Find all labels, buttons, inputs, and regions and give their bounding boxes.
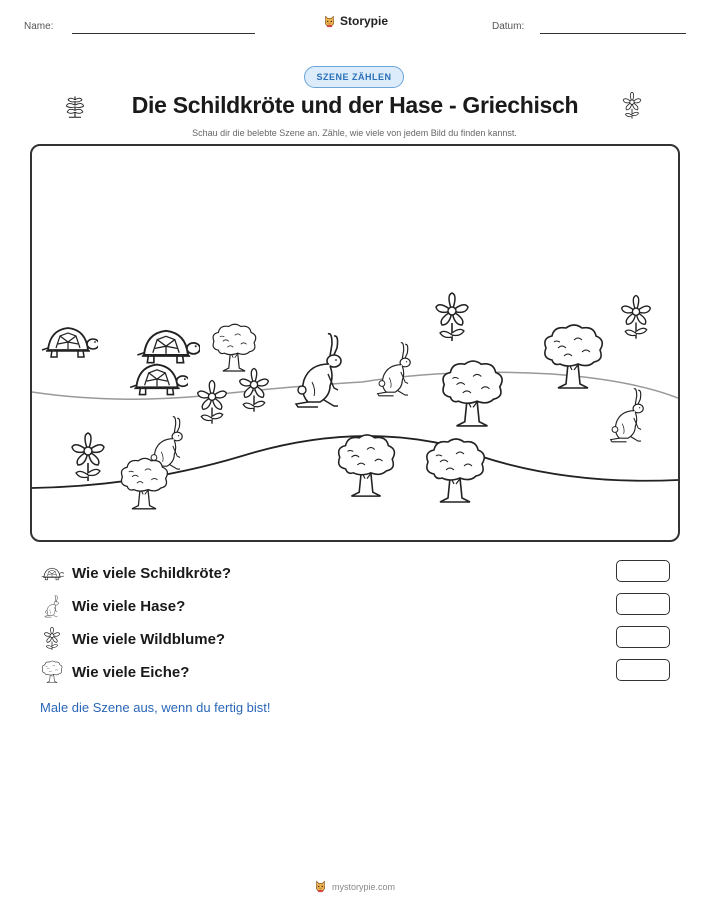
- tortoise: [137, 331, 200, 363]
- brand-name: Storypie: [340, 14, 389, 28]
- tortoise: [130, 365, 189, 395]
- date-label: Datum:: [492, 21, 525, 32]
- tortoise: [42, 328, 99, 357]
- oak: [443, 361, 502, 426]
- answer-box-oak[interactable]: [616, 659, 670, 681]
- oak: [121, 458, 167, 508]
- storypie-mascot-icon: [323, 15, 336, 28]
- oak: [427, 439, 484, 502]
- coloring-instruction: Male die Szene aus, wenn du fertig bist!: [40, 700, 271, 715]
- tortoise-icon: [40, 564, 64, 582]
- question-label: Wie viele Hase?: [72, 597, 186, 615]
- fern-decoration-icon: [62, 92, 88, 120]
- name-label: Name:: [24, 21, 54, 32]
- wildflower-icon: [40, 627, 64, 651]
- hare-icon: [40, 594, 64, 618]
- question-label: Wie viele Schildkröte?: [72, 564, 232, 582]
- wildflower: [436, 293, 468, 341]
- answer-box-wildflower[interactable]: [616, 626, 670, 648]
- instructions: Schau dir die belebte Szene an. Zähle, wie viele von jedem Bild du finden kannst.: [192, 128, 517, 138]
- brand-logo: [323, 14, 388, 28]
- footer: [0, 880, 709, 893]
- wildflower: [622, 296, 651, 339]
- question-label: Wie viele Wildblume?: [72, 630, 226, 648]
- counting-scene: [30, 144, 680, 542]
- question-row: [40, 626, 680, 652]
- name-line[interactable]: [72, 33, 255, 34]
- hare: [611, 389, 644, 442]
- oak: [339, 435, 395, 496]
- storypie-mascot-icon: [314, 880, 327, 893]
- date-line[interactable]: [540, 33, 686, 34]
- oak: [213, 324, 256, 371]
- answer-box-tortoise[interactable]: [616, 560, 670, 582]
- hare: [378, 343, 411, 396]
- question-row: [40, 659, 680, 685]
- oak-icon: [40, 660, 64, 684]
- hare: [296, 334, 341, 407]
- scene-illustration: [32, 146, 678, 540]
- wildflower: [72, 433, 104, 481]
- wildflower: [198, 381, 227, 424]
- page-title: Die Schildkröte und der Hase - Griechisch: [131, 92, 579, 118]
- question-row: [40, 560, 680, 586]
- footer-url[interactable]: mystorypie.com: [331, 881, 395, 892]
- question-row: [40, 593, 680, 619]
- flower-decoration-icon: [621, 92, 647, 120]
- question-label: Wie viele Eiche?: [72, 663, 190, 681]
- activity-badge: SZENE ZÄHLEN: [304, 66, 404, 88]
- answer-box-hare[interactable]: [616, 593, 670, 615]
